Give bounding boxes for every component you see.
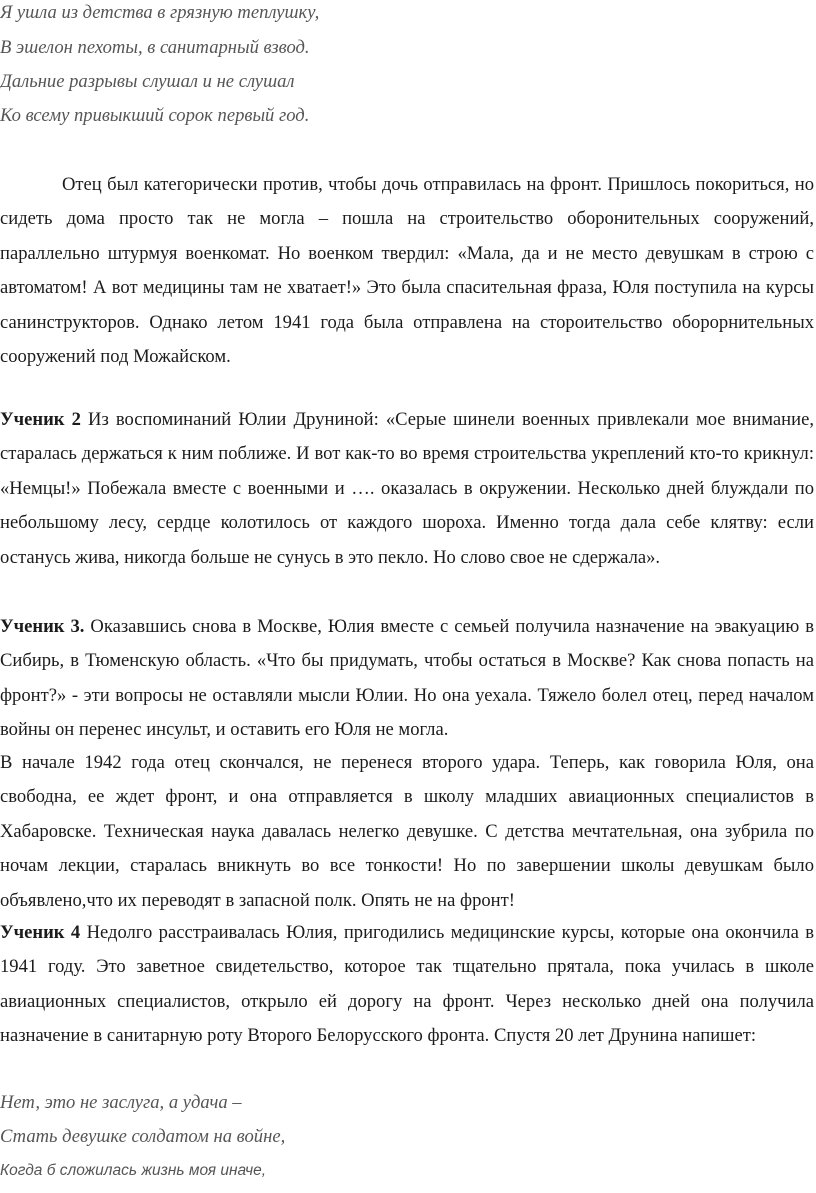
paragraph-student-3 <box>0 610 814 748</box>
paragraph-student-2 <box>0 403 814 575</box>
paragraph-text: Оказавшись снова в Москве, Юлия вместе с семьей получила назначение на эвакуацию в Сибирь, в Тюменскую область. «Что бы придумать, чтобы остаться в Москве? Как снова попасть на фронт?» - эти вопросы не оставляли мысли Юлии. Но она уехала. Тяжело болел отец, перед началом войны он перенес инсульт, и оставить его Юля не могла. <box>0 616 814 741</box>
poem-bottom-line-1: Нет, это не заслуга, а удача – <box>0 1092 242 1113</box>
poem-top-line-2: В эшелон пехоты, в санитарный взвод. <box>0 37 310 58</box>
poem-bottom-line-2: Стать девушке солдатом на войне, <box>0 1126 286 1147</box>
speaker-label: Ученик 3. <box>0 616 85 637</box>
paragraph-1942: В начале 1942 года отец скончался, не перенеся второго удара. Теперь, как говорила Юля, она свободна, ее ждет фронт, и она отправляется в школу младших авиационных специалистов в Хабаровске. Техническая наука давалась нелегко девушке. С детства мечтательная, она зубрила по ночам лекции, старалась вникнуть во все тонкости! Но по завершении школы девушкам было объявлено,что их переводят в запасной полк. Опять не на фронт! <box>0 752 814 911</box>
paragraph-text: Недолго расстраивалась Юлия, пригодились медицинские курсы, которые она окончила в 1941 году. Это заветное свидетельство, которое так тщательно прятала, пока училась в школе авиационных специалистов, открыло ей дорогу на фронт. Через несколько дней она получила назначение в санитарную роту Второго Белорусского фронта. Спустя 20 лет Друнина напишет: <box>0 922 814 1047</box>
poem-top-line-3: Дальние разрывы слушал и не слушал <box>0 71 295 92</box>
paragraph-text: Из воспоминаний Юлии Друниной: «Серые шинели военных привлекали мое внимание, старалась держаться к ним поближе. И вот как-то во время строительства укреплений кто-то крикнул: «Немцы!» Побежала вместе с военными и …. оказалась в окружении. Несколько дней блуждали по небольшому лесу, сердце колотилось от каждого шороха. Именно тогда дала себе клятву: если останусь жива, никогда больше не сунусь в это пекло. Но слово свое не сдержала». <box>0 409 814 568</box>
paragraph-student-4 <box>0 916 814 1054</box>
poem-top-line-4: Ко всему привыкший сорок первый год. <box>0 105 310 126</box>
poem-bottom-line-3: Когда б сложилась жизнь моя иначе, <box>0 1162 267 1179</box>
speaker-label: Ученик 4 <box>0 922 81 943</box>
speaker-label: Ученик 2 <box>0 409 81 430</box>
paragraph-father: Отец был категорически против, чтобы дочь отправилась на фронт. Пришлось покориться, но сидеть дома просто так не могла – пошла на строительство оборонительных сооружений, параллельно штурмуя военкомат. Но военком твердил: «Мала, да и не место девушкам в строю с автоматом! А вот медицины там не хватает!» Это была спасительная фраза, Юля поступила на курсы санинструкторов. Однако летом 1941 года была отправлена на стороительство оборорнительных сооружений под Можайском. <box>0 174 814 368</box>
poem-top-line-1: Я ушла из детства в грязную теплушку, <box>0 2 320 23</box>
